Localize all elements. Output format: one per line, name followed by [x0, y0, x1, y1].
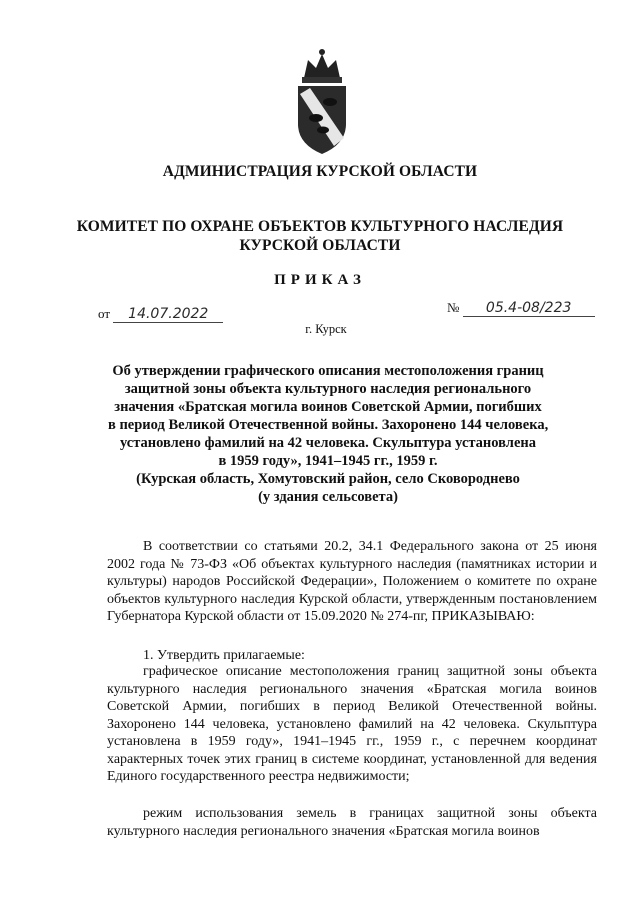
title-line: в период Великой Отечественной войны. Захоронено 144 человека,	[108, 417, 549, 433]
body-paragraph-graphic-description: графическое описание местоположения границ защитной зоны объекта культурного наследия регионального значения «Братская могила воинов Советской Армии, погибших в период Великой Отечественной войны. Захоронено 144 человека, установлено фамилий на 42 человека. Скульптура установлена в 1959 году», 1941–1945 гг., 1959 г., с перечнем координат характерных точек этих границ в системе координат, установленной для ведения Единого государственного реестра недвижимости;	[107, 664, 597, 784]
order-heading: ПРИКАЗ	[274, 272, 366, 288]
order-title	[108, 362, 548, 506]
title-line: (Курская область, Хомутовский район, село Сковороднево	[136, 471, 520, 487]
title-line: значения «Братская могила воинов Советской Армии, погибших	[114, 399, 542, 415]
order-number	[447, 300, 595, 317]
title-line: (у здания сельсовета)	[258, 489, 398, 505]
kursk-coat-of-arms-emblem	[290, 46, 354, 158]
committee-heading	[0, 217, 640, 255]
title-line: защитной зоны объекта культурного наследия регионального	[124, 381, 532, 397]
number-value: 05.4-08/223	[463, 300, 595, 317]
administration-heading: АДМИНИСТРАЦИЯ КУРСКОЙ ОБЛАСТИ	[162, 163, 478, 180]
order-date	[98, 306, 223, 323]
date-value: 14.07.2022	[113, 306, 223, 323]
title-line: Об утверждении графического описания местоположения границ	[112, 363, 544, 379]
body-paragraph-land-use-regime: режим использования земель в границах защитной зоны объекта культурного наследия регионального значения «Братская могила воинов	[107, 806, 597, 839]
body-paragraph-approve: 1. Утвердить прилагаемые:	[143, 648, 305, 663]
title-line: установлено фамилий на 42 человека. Скульптура установлена	[120, 435, 536, 451]
body-paragraph-legal-basis: В соответствии со статьями 20.2, 34.1 Федерального закона от 25 июня 2002 года № 73-ФЗ «Об объектах культурного наследия (памятниках истории и культуры) народов Российской Федерации», Положением о комитете по охране объектов культурного наследия Курской области, утвержденным постановлением Губернатора Курской области от 15.09.2020 № 274-пг, ПРИКАЗЫВАЮ:	[107, 539, 597, 624]
committee-heading-line1: КОМИТЕТ ПО ОХРАНЕ ОБЪЕКТОВ КУЛЬТУРНОГО НАСЛЕДИЯ	[76, 218, 564, 235]
date-prefix: от	[98, 306, 111, 321]
title-line: в 1959 году», 1941–1945 гг., 1959 г.	[218, 453, 438, 469]
city-label: г. Курск	[305, 322, 347, 336]
number-prefix: №	[447, 300, 460, 315]
committee-heading-line2: КУРСКОЙ ОБЛАСТИ	[239, 237, 401, 254]
